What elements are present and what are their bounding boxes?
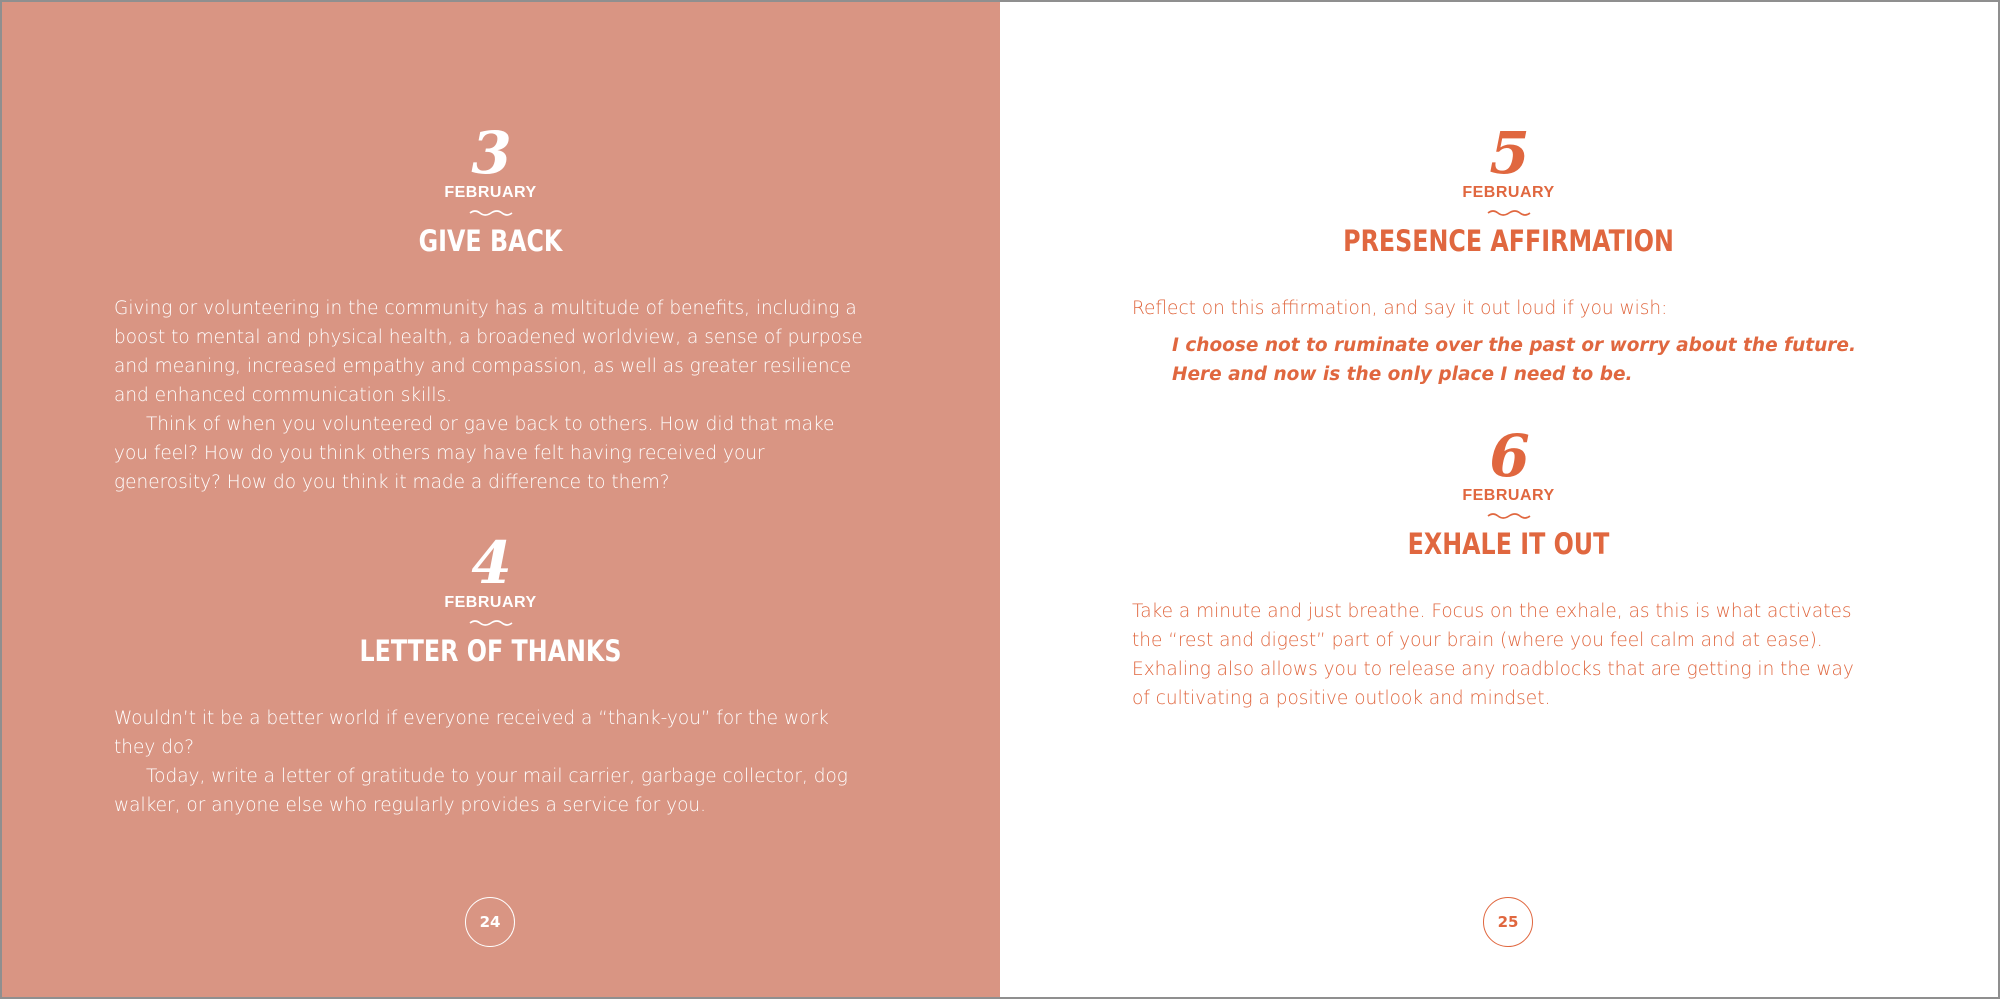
squiggle-divider-icon (1487, 208, 1531, 216)
affirmation-quote (1172, 331, 1892, 389)
month-label: FEBRUARY (444, 184, 537, 201)
quote-line: I choose not to ruminate over the past or worry about the future. (1172, 335, 1856, 356)
entry-feb-6-heading (1132, 422, 1885, 561)
entry-title: PRESENCE AFFIRMATION (1343, 224, 1674, 258)
body-paragraph: Reflect on this affirmation, and say it out loud if you wish: (1132, 298, 1668, 319)
entry-title: EXHALE IT OUT (1407, 527, 1610, 561)
page-number: 24 (465, 897, 515, 947)
body-paragraph: Giving or volunteering in the community has a multitude of benefits, including a boost to mental and physical health, a broadened worldview, a sense of purpose and meaning, increased empathy and compassion, as well as greater resilience and enhanced communication skills. (114, 298, 863, 406)
day-number: 5 (1489, 119, 1528, 187)
entry-feb-3-body (114, 294, 874, 497)
body-paragraph: Today, write a letter of gratitude to your mail carrier, garbage collector, dog walker, or anyone else who regularly provides a service for you. (114, 766, 848, 816)
day-number: 3 (471, 119, 510, 187)
right-page (1000, 2, 1998, 997)
left-page (2, 2, 1000, 997)
page-number: 25 (1483, 897, 1533, 947)
day-number: 4 (471, 529, 510, 597)
body-paragraph: Wouldn’t it be a better world if everyone received a “thank-you” for the work they do? (114, 708, 829, 758)
squiggle-divider-icon (469, 618, 513, 626)
squiggle-divider-icon (1487, 511, 1531, 519)
body-paragraph: Take a minute and just breathe. Focus on the exhale, as this is what activates the “rest and digest” part of your brain (where you feel calm and at ease). Exhaling also allows you to release any roadblocks that are getting in the way of cultivating a positive outlook and mindset. (1132, 601, 1854, 709)
entry-feb-3-heading (114, 119, 867, 258)
squiggle-divider-icon (469, 208, 513, 216)
day-number: 6 (1489, 422, 1528, 490)
entry-feb-4-heading (114, 529, 867, 668)
entry-title: LETTER OF THANKS (359, 634, 622, 668)
entry-feb-5-intro (1132, 294, 1872, 323)
month-label: FEBRUARY (1462, 487, 1555, 504)
entry-feb-5-heading (1132, 119, 1885, 258)
month-label: FEBRUARY (444, 594, 537, 611)
entry-feb-6-body (1132, 597, 1872, 713)
quote-line: Here and now is the only place I need to be. (1172, 364, 1633, 385)
entry-title: GIVE BACK (418, 224, 563, 258)
entry-feb-4-body (114, 704, 874, 820)
book-spread (2, 2, 1998, 997)
body-paragraph: Think of when you volunteered or gave back to others. How did that make you feel? How do you think others may have felt having received your generosity? How do you think it made a difference to them? (114, 414, 835, 493)
month-label: FEBRUARY (1462, 184, 1555, 201)
